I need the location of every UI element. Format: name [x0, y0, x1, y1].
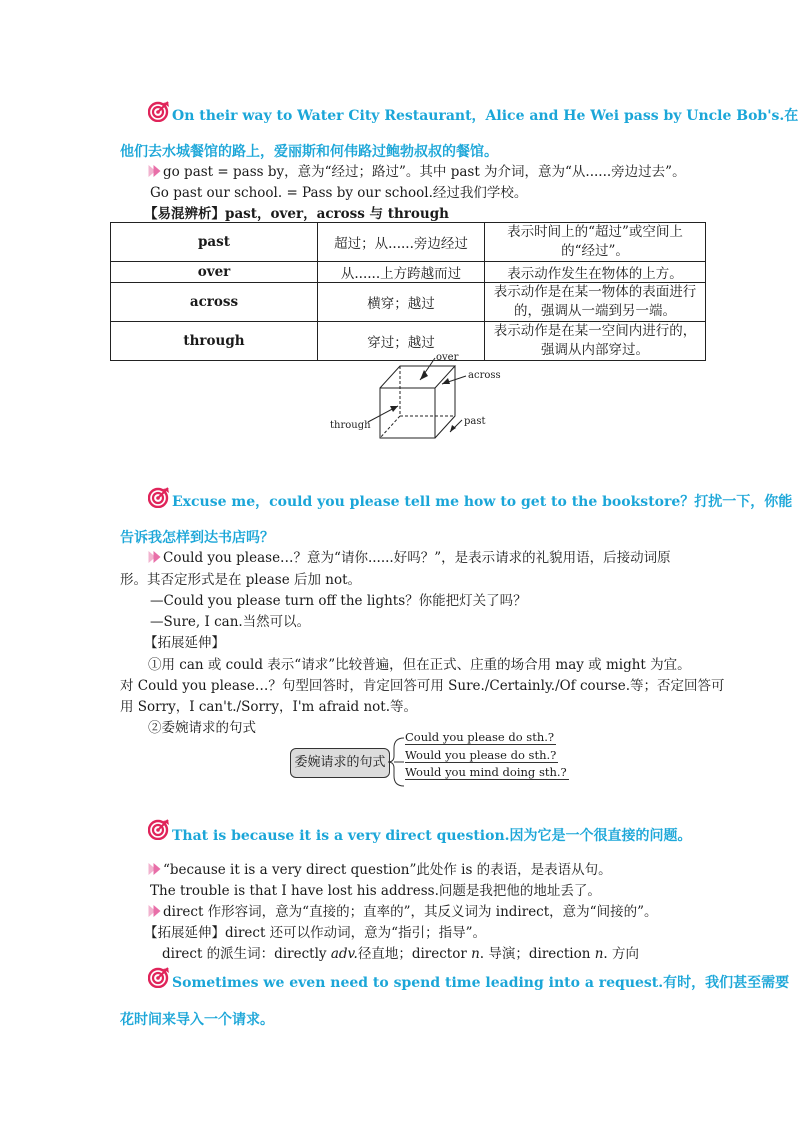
table-cell-usage: 表示动作是在某一空间内进行的，强调从内部穿过。: [485, 322, 706, 361]
table-cell-word: over: [111, 262, 318, 283]
label-through: through: [330, 420, 371, 431]
extend1-line1: ①用 can 或 could 表示“请求”比较普遍，但在正式、庄重的场合用 may 或 might 为宜。: [148, 657, 691, 673]
derive-text: direct 的派生词：directly: [162, 946, 331, 962]
derive-text: 径直地；director: [357, 946, 472, 962]
table-cell-word: across: [111, 283, 318, 322]
note-text: go past = pass by，意为“经过；路过”。其中 past 为介词，意为“从......旁边过去”。: [163, 164, 686, 180]
section1-example1: Go past our school. = Pass by our school.经过我们学校。: [150, 185, 528, 201]
section3-example1: The trouble is that I have lost his address.问题是我把他的地址丢了。: [150, 883, 601, 899]
mindmap-item: Could you please do sth.?: [405, 730, 555, 744]
table-cell-meaning: 超过；从......旁边经过: [318, 223, 485, 262]
section3-extend: 【拓展延伸】direct 还可以作动词，意为“指引；指导”。: [144, 925, 486, 941]
note-text: direct 作形容词，意为“直接的；直率的”，其反义词为 indirect，意为“间接的”。: [163, 904, 658, 920]
target-icon: [148, 486, 170, 508]
note-text: “because it is a very direct question”此处作 is 的表语，是表语从句。: [163, 862, 612, 878]
section3-derivatives: [162, 945, 639, 963]
mindmap-brace: [388, 736, 406, 788]
section1-note1: [148, 163, 686, 181]
target-icon: [148, 818, 170, 840]
section4-heading-line1: Sometimes we even need to spend time leading into a request.有时，我们甚至需要: [172, 975, 790, 991]
target-icon: [148, 100, 170, 122]
double-arrow-icon: [148, 862, 162, 876]
derive-pos: adv.: [330, 946, 358, 962]
section1-heading-line1: On their way to Water City Restaurant，Alice and He Wei pass by Uncle Bob's.在: [172, 108, 799, 124]
table-row: [111, 262, 706, 283]
table-cell-word: through: [111, 322, 318, 361]
table-row: [111, 283, 706, 322]
table-cell-meaning: 穿过；越过: [318, 322, 485, 361]
compare-title: 【易混辨析】past，over，across 与 through: [144, 206, 449, 222]
table-cell-meaning: 横穿；越过: [318, 283, 485, 322]
dialog-line1: —Could you please turn off the lights？你能把灯关了吗？: [150, 593, 527, 609]
table-cell-word: past: [111, 223, 318, 262]
label-over: over: [436, 352, 459, 363]
derive-text: . 导演；direction: [479, 946, 595, 962]
mindmap-item: Would you mind doing sth.?: [405, 765, 567, 779]
extend1-line2: 对 Could you please…？句型回答时，肯定回答可用 Sure./Certainly./Of course.等；否定回答可: [120, 678, 725, 694]
preposition-cube-diagram: [320, 348, 510, 443]
target-icon: [148, 966, 170, 988]
table-cell-usage: 表示动作发生在物体的上方。: [485, 262, 706, 283]
table-row: [111, 223, 706, 262]
section2-note-line1: [148, 549, 671, 567]
extend2: ②委婉请求的句式: [148, 720, 256, 736]
extend-title: 【拓展延伸】: [144, 635, 225, 651]
section2-note-line2: 形。其否定形式是在 please 后加 not。: [120, 572, 362, 588]
table-cell-usage: 表示动作是在某一物体的表面进行的，强调从一端到另一端。: [485, 283, 706, 322]
double-arrow-icon: [148, 904, 162, 918]
derive-pos: n: [594, 946, 604, 962]
derive-text: . 方向: [603, 946, 639, 962]
label-across: across: [468, 370, 501, 381]
comparison-table: [110, 222, 706, 361]
section1-heading-line2: 他们去水城餐馆的路上，爱丽斯和何伟路过鲍勃叔叔的餐馆。: [120, 144, 498, 160]
mindmap-center: 委婉请求的句式: [290, 748, 390, 778]
double-arrow-icon: [148, 550, 162, 564]
section3-note1: [148, 861, 612, 879]
table-cell-usage: 表示时间上的“超过”或空间上的“经过”。: [485, 223, 706, 262]
section4-heading-line2: 花时间来导入一个请求。: [120, 1012, 274, 1028]
table-cell-meaning: 从......上方跨越而过: [318, 262, 485, 283]
extend1-line3: 用 Sorry，I can't./Sorry，I'm afraid not.等。: [120, 699, 417, 715]
double-arrow-icon: [148, 164, 162, 178]
section2-heading-line1: Excuse me，could you please tell me how to get to the bookstore？打扰一下，你能: [172, 494, 793, 510]
section3-heading: That is because it is a very direct question.因为它是一个很直接的问题。: [172, 828, 692, 844]
section2-heading-line2: 告诉我怎样到达书店吗？: [120, 530, 274, 546]
derive-pos: n: [471, 946, 480, 962]
label-past: past: [464, 416, 486, 427]
section3-note2: [148, 903, 657, 921]
mindmap-item: Would you please do sth.?: [405, 748, 557, 762]
dialog-line2: —Sure, I can.当然可以。: [150, 614, 311, 630]
note-text: Could you please…？意为“请你......好吗？”，是表示请求的礼貌用语，后接动词原: [163, 550, 671, 566]
